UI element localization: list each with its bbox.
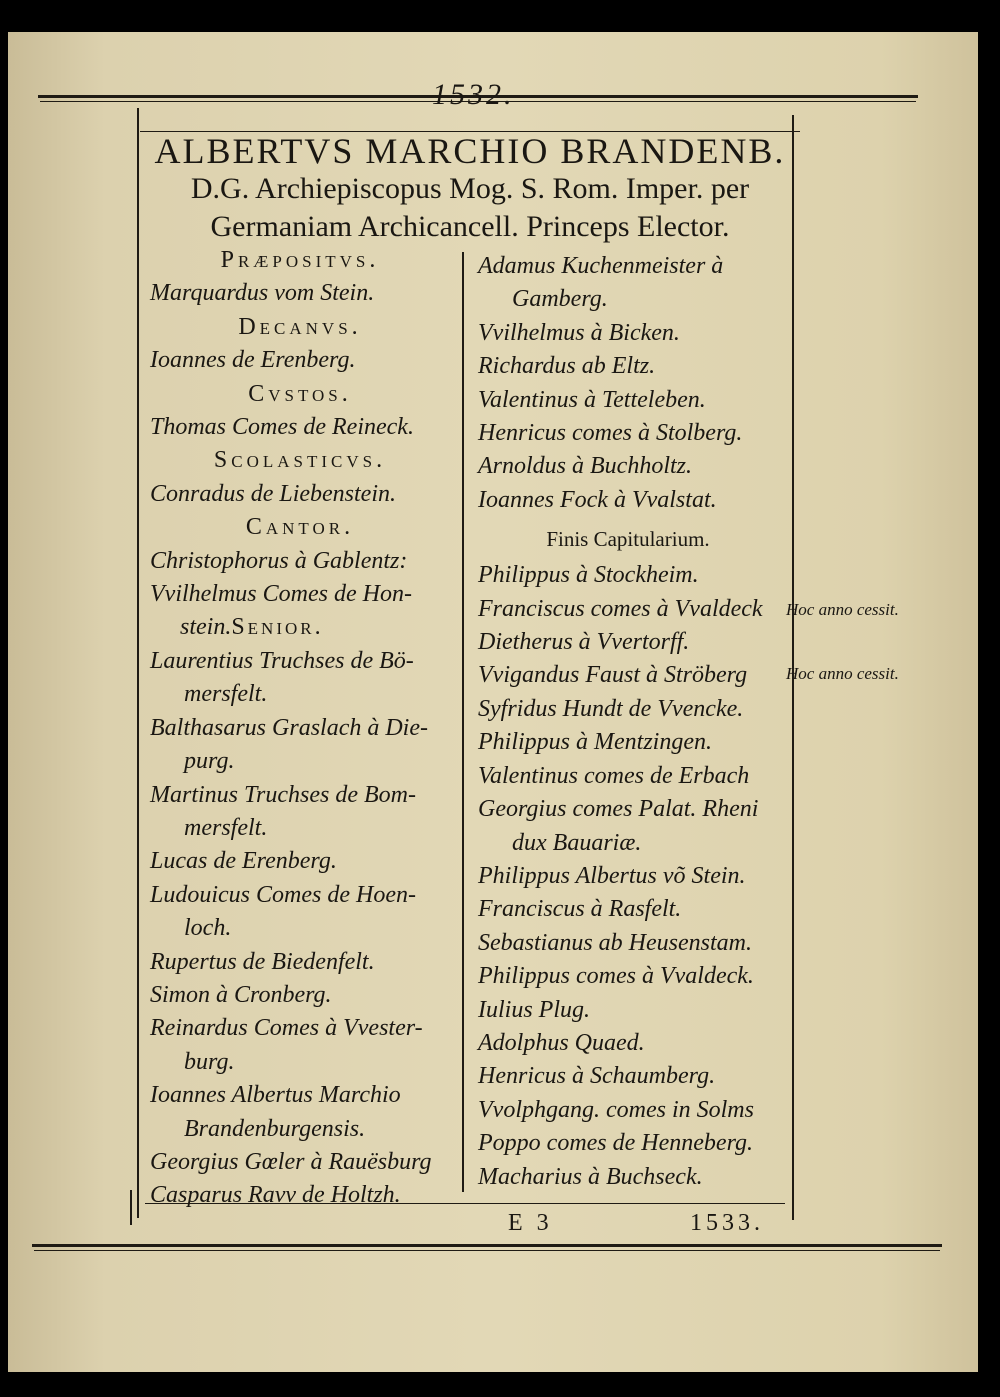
name-entry: Reinardus Comes à Vvester- bbox=[150, 1015, 423, 1042]
bottom-rule bbox=[32, 1244, 942, 1247]
office-title: Præpositvs. bbox=[220, 247, 380, 273]
name-continuation: mersfelt. bbox=[184, 681, 268, 708]
name-entry: Georgius Gœler à Rauësburg bbox=[150, 1148, 432, 1175]
name-continuation: Brandenburgensis. bbox=[184, 1115, 366, 1142]
name-entry: Laurentius Truchses de Bö- bbox=[150, 647, 414, 674]
name-entry: Philippus à Mentzingen. bbox=[478, 729, 712, 756]
margin-note: Hoc anno cessit. bbox=[786, 600, 899, 619]
name-entry: Christophorus à Gablentz: bbox=[150, 547, 408, 574]
name-continuation: loch. bbox=[184, 915, 232, 942]
left-edge-mark bbox=[130, 1190, 132, 1225]
left-column bbox=[150, 244, 450, 1213]
name-entry: Dietherus à Vvertorff. bbox=[478, 629, 690, 656]
right-column bbox=[478, 250, 778, 1194]
name-entry: Ioannes Fock à Vvalstat. bbox=[478, 486, 717, 513]
name-entry: Ludouicus Comes de Hoen- bbox=[150, 881, 416, 908]
name-entry: Valentinus comes de Erbach bbox=[478, 762, 750, 789]
name-continuation: purg. bbox=[184, 748, 235, 775]
name-entry: Syfridus Hundt de Vvencke. bbox=[478, 695, 744, 722]
name-entry: Georgius comes Palat. Rheni bbox=[478, 796, 759, 823]
name-entry: Iulius Plug. bbox=[478, 996, 590, 1023]
name-continuation: dux Bauariæ. bbox=[512, 829, 642, 856]
name-entry: Vvolphgang. comes in Solms bbox=[478, 1096, 754, 1123]
office-title: Decanvs. bbox=[238, 313, 362, 340]
office-title: Scolasticvs. bbox=[213, 447, 387, 474]
signature-mark: E 3 bbox=[508, 1210, 553, 1236]
heading-line-1: ALBERTVS MARCHIO BRANDENB. bbox=[154, 131, 786, 171]
name-entry: Henricus à Schaumberg. bbox=[478, 1063, 716, 1090]
name-entry: Marquardus vom Stein. bbox=[150, 280, 375, 307]
right-column-bottom bbox=[478, 559, 778, 1194]
name-entry: Simon à Cronberg. bbox=[150, 981, 332, 1008]
year-heading: 1532. bbox=[432, 78, 515, 111]
name-entry: Franciscus à Rasfelt. bbox=[478, 896, 682, 923]
name-entry: Ioannes Albertus Marchio bbox=[150, 1082, 401, 1109]
name-entry: Casparus Ravv de Holtzh. bbox=[150, 1182, 401, 1209]
name-entry: Lucas de Erenberg. bbox=[150, 848, 337, 875]
name-entry: Adamus Kuchenmeister à bbox=[478, 253, 724, 279]
margin-note: Hoc anno cessit. bbox=[786, 664, 899, 683]
left-border bbox=[137, 108, 139, 1218]
name-entry: Franciscus comes à Vvaldeck bbox=[478, 595, 763, 622]
finis-capitularium: Finis Capitularium. bbox=[546, 527, 710, 552]
name-entry: Vvilhelmus à Bicken. bbox=[478, 319, 680, 346]
name-entry: Vvigandus Faust à Ströberg bbox=[478, 662, 748, 689]
name-entry: Adolphus Quaed. bbox=[478, 1029, 645, 1056]
name-entry: Macharius à Buchseck. bbox=[478, 1163, 703, 1190]
name-entry: Conradus de Liebenstein. bbox=[150, 480, 396, 507]
right-column-top bbox=[478, 250, 778, 517]
name-entry: Poppo comes de Henneberg. bbox=[478, 1130, 754, 1157]
name-entry: Valentinus à Tetteleben. bbox=[478, 386, 706, 413]
name-entry: Sebastianus ab Heusenstam. bbox=[478, 929, 752, 956]
name-entry: Rupertus de Biedenfelt. bbox=[150, 948, 375, 975]
name-entry: Vvilhelmus Comes de Hon- bbox=[150, 581, 412, 608]
name-entry: Martinus Truchses de Bom- bbox=[150, 781, 416, 808]
catchword: 1533. bbox=[690, 1210, 764, 1236]
heading-line-2: D.G. Archiepiscopus Mog. S. Rom. Imper. per bbox=[190, 172, 750, 205]
name-entry: Philippus Albertus võ Stein. bbox=[478, 862, 746, 889]
name-line bbox=[150, 611, 450, 644]
name-entry: Arnoldus à Buchholtz. bbox=[478, 453, 692, 480]
office-title: Cantor. bbox=[245, 514, 355, 541]
column-divider bbox=[462, 252, 464, 1192]
name-entry: Thomas Comes de Reineck. bbox=[150, 414, 414, 441]
name-continuation: stein. bbox=[180, 614, 232, 641]
name-entry: Henricus comes à Stolberg. bbox=[478, 420, 743, 447]
name-continuation: burg. bbox=[184, 1048, 235, 1075]
bottom-rule-2 bbox=[34, 1250, 940, 1251]
name-entry: Ioannes de Erenberg. bbox=[150, 347, 356, 374]
name-entry: Philippus comes à Vvaldeck. bbox=[478, 963, 754, 990]
name-continuation: mersfelt. bbox=[184, 814, 268, 841]
name-continuation: Gamberg. bbox=[512, 286, 608, 313]
office-title: Senior. bbox=[231, 614, 324, 641]
name-entry: Balthasarus Graslach à Die- bbox=[150, 714, 428, 741]
name-entry: Philippus à Stockheim. bbox=[478, 562, 699, 589]
heading-line-3: Germaniam Archicancell. Princeps Elector. bbox=[210, 210, 730, 243]
office-title: Cvstos. bbox=[248, 380, 352, 407]
name-entry: Richardus ab Eltz. bbox=[478, 353, 656, 380]
